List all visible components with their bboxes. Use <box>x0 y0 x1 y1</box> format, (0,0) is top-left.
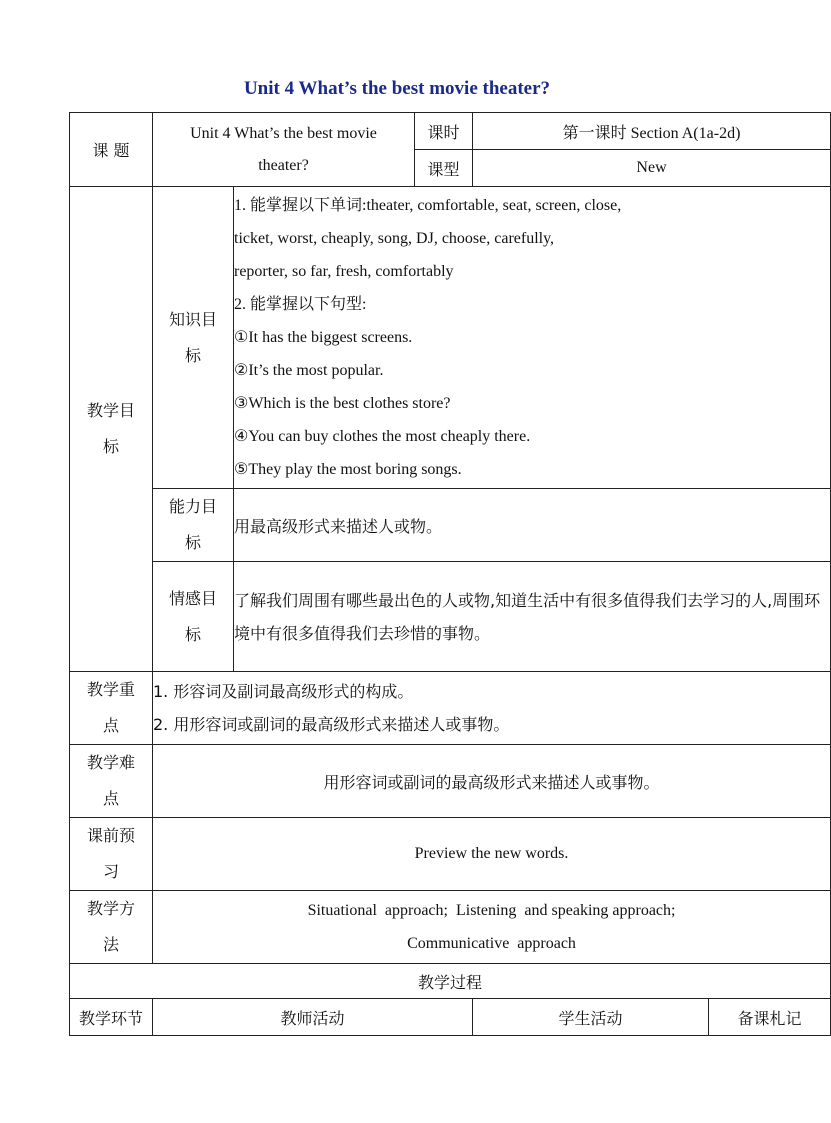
period-label: 课时 <box>415 113 473 150</box>
knowledge-line: 2. 能掌握以下句型: <box>234 296 367 313</box>
knowledge-line: ①It has the biggest screens. <box>234 329 413 346</box>
ability-goal-label: 能力目标 <box>153 489 234 562</box>
key-point-line: 1. 形容词及副词最高级形式的构成。 <box>153 682 414 701</box>
document-title: Unit 4 What’s the best movie theater? <box>243 78 551 99</box>
knowledge-goal-label: 知识目标 <box>153 187 234 489</box>
process-column-header: 教师活动 <box>153 999 473 1036</box>
process-column-header: 备课札记 <box>709 999 831 1036</box>
knowledge-line: reporter, so far, fresh, comfortably <box>234 263 454 280</box>
difficulties-label: 教学难点 <box>70 745 153 818</box>
process-heading: 教学过程 <box>70 964 831 999</box>
ability-goal-text: 用最高级形式来描述人或物。 <box>234 489 831 562</box>
knowledge-line: ticket, worst, cheaply, song, DJ, choose, carefully, <box>234 230 555 247</box>
key-points-content <box>153 672 831 745</box>
lesson-plan-table <box>69 112 831 1036</box>
knowledge-line: ④You can buy clothes the most cheaply there. <box>234 428 531 445</box>
knowledge-line: ③Which is the best clothes store? <box>234 395 451 412</box>
methods-content <box>153 891 831 964</box>
emotion-goal-text: 了解我们周围有哪些最出色的人或物,知道生活中有很多值得我们去学习的人,周围环境中有很多值得我们去珍惜的事物。 <box>234 562 831 672</box>
method-line: Communicative approach <box>407 935 576 952</box>
key-points-label: 教学重点 <box>70 672 153 745</box>
preview-text: Preview the new words. <box>153 818 831 891</box>
topic-value: Unit 4 What’s the best movie theater? <box>153 113 415 187</box>
key-point-line: 2. 用形容词或副词的最高级形式来描述人或事物。 <box>153 715 510 734</box>
preview-label: 课前预习 <box>70 818 153 891</box>
knowledge-line: ⑤They play the most boring songs. <box>234 461 462 478</box>
type-label: 课型 <box>415 150 473 187</box>
method-line: Situational approach; Listening and speaking approach; <box>307 902 676 919</box>
knowledge-goal-content <box>234 187 831 489</box>
topic-label: 课 题 <box>70 113 153 187</box>
process-column-header: 学生活动 <box>473 999 709 1036</box>
emotion-goal-label: 情感目标 <box>153 562 234 672</box>
knowledge-line: 1. 能掌握以下单词:theater, comfortable, seat, screen, close, <box>234 197 622 214</box>
type-value: New <box>473 150 831 187</box>
knowledge-line: ②It’s the most popular. <box>234 362 384 379</box>
process-column-header: 教学环节 <box>70 999 153 1036</box>
difficulties-text: 用形容词或副词的最高级形式来描述人或事物。 <box>153 745 831 818</box>
methods-label: 教学方法 <box>70 891 153 964</box>
objectives-label: 教学目标 <box>70 187 153 672</box>
period-value: 第一课时 Section A(1a-2d) <box>473 113 831 150</box>
